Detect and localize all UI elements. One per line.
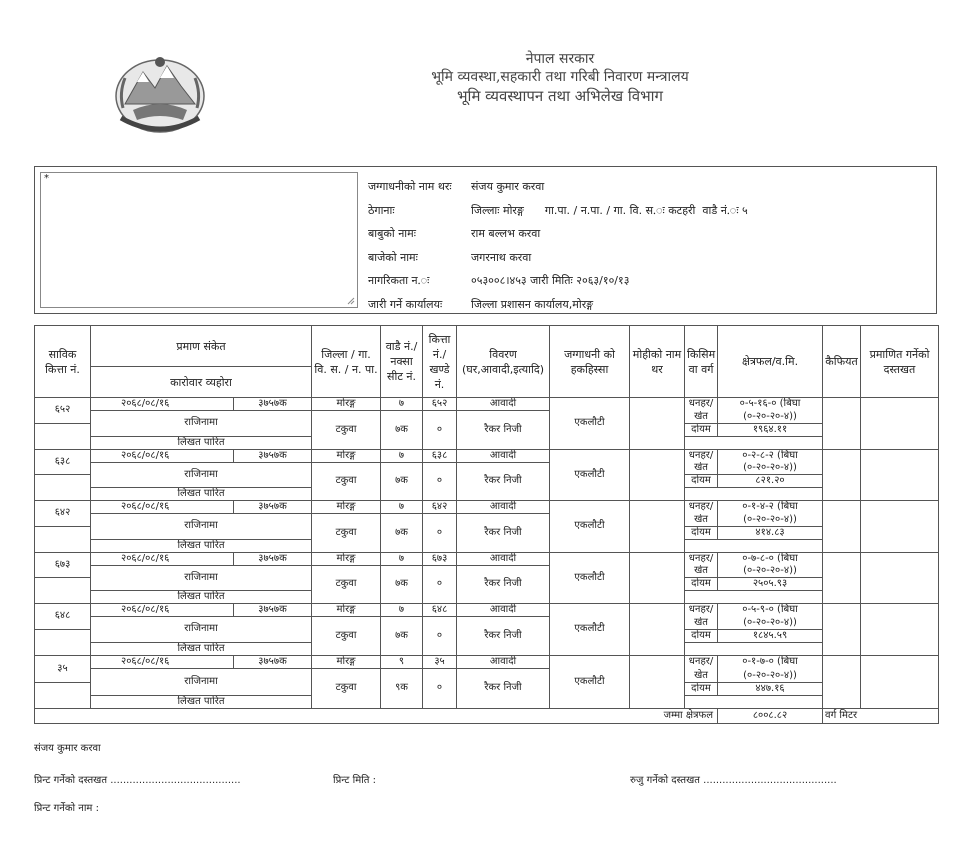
area3-cell: ४१४.८३ [718, 526, 823, 539]
total-value: ८००८.८२ [718, 708, 823, 723]
spacer-cell [35, 695, 91, 708]
hakahissa-cell: एकलौटी [550, 398, 630, 450]
code-cell: ३७५७क [234, 449, 312, 462]
spacer-cell [35, 539, 91, 552]
kaifiyat-cell [823, 398, 861, 450]
print-name: प्रिन्ट गर्नेको नाम : [34, 803, 99, 814]
hakahissa-cell: एकलौटी [550, 449, 630, 501]
transaction-type-cell: राजिनामा [91, 411, 312, 437]
area2-cell: (०-२०-२०-४)) [718, 565, 823, 578]
print-signature: प्रिन्ट गर्नेको दस्तखत ......................................... [34, 775, 241, 786]
area1-cell: ०-२-८-२ (बिघा [718, 449, 823, 462]
kisim3-cell: दोयम [685, 578, 718, 591]
kisim3-cell: दोयम [685, 423, 718, 436]
area1-cell: ०-५-९-० (बिघा [718, 604, 823, 617]
dastakhat-cell [861, 398, 939, 450]
nepal-emblem [105, 48, 215, 140]
bibaran1-cell: आवादी [457, 449, 550, 462]
area1-cell: ०-५-१६-० (बिघा [718, 398, 823, 411]
date-cell: २०६८/०८/१६ [91, 604, 234, 617]
land-row [35, 552, 939, 565]
father-row [368, 222, 748, 246]
spacer-cell [685, 591, 823, 604]
col-praman-sanket: प्रमाण संकेत [91, 326, 312, 367]
owner-details [368, 175, 748, 316]
kisim2-cell: खेत [685, 411, 718, 424]
kitta-cell: ६५२ [35, 398, 91, 424]
area1-cell: ०-१-४-२ (बिघा [718, 501, 823, 514]
kitta-cell: ६४८ [35, 604, 91, 630]
area3-cell: २५०५.९३ [718, 578, 823, 591]
area2-cell: (०-२०-२०-४)) [718, 514, 823, 527]
kisim3-cell: दोयम [685, 629, 718, 642]
spacer-cell [685, 488, 823, 501]
ward-cell: ७ [381, 449, 423, 462]
khand-cell: ० [423, 462, 457, 501]
hakahissa-cell: एकलौटी [550, 501, 630, 553]
ward-cell: ९ [381, 655, 423, 668]
gabisa-cell: टकुवा [312, 411, 381, 450]
kitta-cell: ६७३ [35, 552, 91, 578]
jilla-cell: मोरङ्ग [312, 604, 381, 617]
owner-name-label: जग्गाधनीको नाम थरः [368, 180, 452, 193]
grandfather-value: जगरनाथ करवा [471, 250, 532, 264]
issuing-office-label: जारी गर्ने कार्यालयः [368, 297, 443, 311]
spacer-cell [685, 436, 823, 449]
bibaran1-cell: आवादी [457, 398, 550, 411]
khand-cell: ० [423, 668, 457, 708]
mohi-cell [630, 552, 685, 604]
resize-grip-icon[interactable] [346, 296, 355, 305]
kaifiyat-cell [823, 604, 861, 656]
sheet-cell: ७क [381, 514, 423, 553]
kitta-cell: ६३८ [35, 449, 91, 475]
father-value: राम बल्लभ करवा [471, 227, 541, 240]
print-date: प्रिन्ट मिति : [333, 775, 377, 786]
status-cell: लिखत पारित [91, 591, 312, 604]
spacer-cell [35, 475, 91, 488]
area1-cell: ०-७-८-० (बिघा [718, 552, 823, 565]
status-cell: लिखत पारित [91, 695, 312, 708]
spacer-cell [35, 642, 91, 655]
status-cell: लिखत पारित [91, 436, 312, 449]
bibaran2-cell: रैकर निजी [457, 565, 550, 604]
area3-cell: १८४५.५९ [718, 629, 823, 642]
grandfather-row [368, 246, 748, 270]
address-value: जिल्लाः मोरङ्ग गा.पा. / न.पा. / गा. वि. स.ः कटहरी वाडै नं.ः ५ [471, 203, 748, 217]
kisim2-cell: खेत [685, 617, 718, 630]
document-header [320, 50, 800, 106]
mohi-cell [630, 398, 685, 450]
gabisa-cell: टकुवा [312, 668, 381, 708]
land-row [35, 501, 939, 514]
dastakhat-cell [861, 604, 939, 656]
kisim2-cell: खेत [685, 565, 718, 578]
kaifiyat-cell [823, 449, 861, 501]
bibaran1-cell: आवादी [457, 501, 550, 514]
kisim2-cell: खेत [685, 514, 718, 527]
area3-cell: ८२१.२० [718, 475, 823, 488]
gabisa-cell: टकुवा [312, 565, 381, 604]
transaction-type-cell: राजिनामा [91, 668, 312, 695]
land-row [35, 449, 939, 462]
owner-name-row [368, 175, 748, 199]
owner-info-box [34, 166, 937, 314]
code-cell: ३७५७क [234, 398, 312, 411]
status-cell: लिखत पारित [91, 642, 312, 655]
ward-cell: ७ [381, 398, 423, 411]
bibaran1-cell: आवादी [457, 655, 550, 668]
citizenship-row [368, 269, 748, 293]
code-cell: ३७५७क [234, 552, 312, 565]
date-cell: २०६८/०८/१६ [91, 501, 234, 514]
kisim3-cell: दोयम [685, 475, 718, 488]
dastakhat-cell [861, 552, 939, 604]
kisim1-cell: धनहर/ [685, 449, 718, 462]
spacer-cell [35, 629, 91, 642]
bibaran2-cell: रैकर निजी [457, 462, 550, 501]
photo-mark: * [44, 173, 49, 184]
total-label: जम्मा क्षेत्रफल [35, 708, 718, 723]
col-kisim: किसिम वा वर्ग [685, 326, 718, 398]
kitta-no-cell: ६५२ [423, 398, 457, 411]
spacer-cell [685, 695, 823, 708]
gabisa-cell: टकुवा [312, 617, 381, 656]
kaifiyat-cell [823, 552, 861, 604]
jilla-cell: मोरङ्ग [312, 552, 381, 565]
ward-cell: ७ [381, 501, 423, 514]
kisim2-cell: खेत [685, 462, 718, 475]
kaifiyat-cell [823, 501, 861, 553]
sheet-cell: ७क [381, 617, 423, 656]
area1-cell: ०-१-७-० (बिघा [718, 655, 823, 668]
spacer-cell [35, 591, 91, 604]
government-title: नेपाल सरकार [525, 51, 595, 67]
area2-cell: (०-२०-२०-४)) [718, 668, 823, 682]
col-mohi: मोहीको नाम थर [630, 326, 685, 398]
land-records-table [34, 325, 939, 724]
land-rows [35, 398, 939, 709]
transaction-type-cell: राजिनामा [91, 565, 312, 591]
department-title: भूमि व्यवस्थापन तथा अभिलेख विभाग [457, 87, 663, 105]
kisim1-cell: धनहर/ [685, 655, 718, 668]
kitta-no-cell: ६४२ [423, 501, 457, 514]
spacer-cell [35, 488, 91, 501]
bibaran2-cell: रैकर निजी [457, 668, 550, 708]
status-cell: लिखत पारित [91, 488, 312, 501]
area3-cell: १९६४.११ [718, 423, 823, 436]
bibaran1-cell: आवादी [457, 552, 550, 565]
dastakhat-cell [861, 449, 939, 501]
kitta-no-cell: ६३८ [423, 449, 457, 462]
kitta-no-cell: ६७३ [423, 552, 457, 565]
bibaran1-cell: आवादी [457, 604, 550, 617]
area2-cell: (०-२०-२०-४)) [718, 462, 823, 475]
sheet-cell: ७क [381, 565, 423, 604]
verify-signature: रुजु गर्नेको दस्तखत .......................................... [630, 775, 837, 786]
area2-cell: (०-२०-२०-४)) [718, 617, 823, 630]
spacer-cell [35, 423, 91, 436]
ward-cell: ७ [381, 552, 423, 565]
kitta-no-cell: ६४८ [423, 604, 457, 617]
citizenship-label: नागरिकता न.ः [368, 274, 430, 287]
bibaran2-cell: रैकर निजी [457, 617, 550, 656]
kisim3-cell: दोयम [685, 526, 718, 539]
kitta-no-cell: ३५ [423, 655, 457, 668]
kisim1-cell: धनहर/ [685, 552, 718, 565]
gabisa-cell: टकुवा [312, 514, 381, 553]
issuing-office-row [368, 293, 748, 317]
issuing-office-value: जिल्ला प्रशासन कार्यालय,मोरङ्ग [471, 297, 594, 311]
jilla-cell: मोरङ्ग [312, 398, 381, 411]
col-ward: वाडै नं./ नक्सा सीट नं. [381, 326, 423, 398]
footer-owner-name: संजय कुमार करवा [34, 743, 101, 754]
sheet-cell: ९क [381, 668, 423, 708]
col-jilla: जिल्ला / गा. वि. स. / न. पा. [312, 326, 381, 398]
dastakhat-cell [861, 655, 939, 708]
gabisa-cell: टकुवा [312, 462, 381, 501]
sheet-cell: ७क [381, 411, 423, 450]
transaction-type-cell: राजिनामा [91, 462, 312, 488]
spacer-cell [35, 436, 91, 449]
code-cell: ३७५७क [234, 655, 312, 668]
khand-cell: ० [423, 617, 457, 656]
ward-cell: ७ [381, 604, 423, 617]
total-row [35, 708, 939, 723]
spacer-cell [35, 682, 91, 695]
sheet-cell: ७क [381, 462, 423, 501]
owner-name-value: संजय कुमार करवा [471, 180, 545, 193]
area2-cell: (०-२०-२०-४)) [718, 411, 823, 424]
kaifiyat-cell [823, 655, 861, 708]
spacer-cell [35, 526, 91, 539]
owner-photo-area[interactable] [40, 172, 358, 308]
kisim1-cell: धनहर/ [685, 501, 718, 514]
transaction-type-cell: राजिनामा [91, 514, 312, 540]
kisim3-cell: दोयम [685, 682, 718, 695]
kisim1-cell: धनहर/ [685, 398, 718, 411]
area3-cell: ४४७.१६ [718, 682, 823, 695]
mohi-cell [630, 501, 685, 553]
spacer-cell [35, 578, 91, 591]
jilla-cell: मोरङ्ग [312, 655, 381, 668]
col-kaifiyat: कैफियत [823, 326, 861, 398]
date-cell: २०६८/०८/१६ [91, 398, 234, 411]
mohi-cell [630, 604, 685, 656]
jilla-cell: मोरङ्ग [312, 501, 381, 514]
col-bibaran: विवरण (घर,आवादी,इत्यादि) [457, 326, 550, 398]
grandfather-label: बाजेको नामः [368, 250, 418, 264]
col-kitta-khand: कित्ता नं./ खण्डे नं. [423, 326, 457, 398]
transaction-type-cell: राजिनामा [91, 617, 312, 643]
total-unit: वर्ग मिटर [823, 708, 939, 723]
khand-cell: ० [423, 411, 457, 450]
date-cell: २०६८/०८/१६ [91, 655, 234, 668]
col-hakahissa: जग्गाधनी को हकहिस्सा [550, 326, 630, 398]
address-label: ठेगानाः [368, 203, 395, 217]
land-row [35, 604, 939, 617]
spacer-cell [685, 539, 823, 552]
jilla-cell: मोरङ्ग [312, 449, 381, 462]
kisim1-cell: धनहर/ [685, 604, 718, 617]
date-cell: २०६८/०८/१६ [91, 449, 234, 462]
mohi-cell [630, 655, 685, 708]
khand-cell: ० [423, 514, 457, 553]
khand-cell: ० [423, 565, 457, 604]
col-kshetrafal: क्षेत्रफल/व.मि. [718, 326, 823, 398]
code-cell: ३७५७क [234, 604, 312, 617]
land-row [35, 655, 939, 668]
citizenship-value: ०५३००८।४५३ जारी मितिः २०६३/१०/१३ [471, 274, 630, 287]
address-row [368, 199, 748, 223]
hakahissa-cell: एकलौटी [550, 655, 630, 708]
hakahissa-cell: एकलौटी [550, 552, 630, 604]
col-karobar: कारोवार व्यहोरा [91, 367, 312, 398]
land-row [35, 398, 939, 411]
date-cell: २०६८/०८/१६ [91, 552, 234, 565]
father-label: बाबुको नामः [368, 227, 416, 240]
spacer-cell [685, 642, 823, 655]
col-kitta: साविक कित्ता नं. [35, 326, 91, 398]
dastakhat-cell [861, 501, 939, 553]
kitta-cell: ३५ [35, 655, 91, 682]
hakahissa-cell: एकलौटी [550, 604, 630, 656]
mohi-cell [630, 449, 685, 501]
status-cell: लिखत पारित [91, 539, 312, 552]
kisim2-cell: खेत [685, 668, 718, 682]
col-dastakhat: प्रमाणित गर्नेको दस्तखत [861, 326, 939, 398]
bibaran2-cell: रैकर निजी [457, 411, 550, 450]
bibaran2-cell: रैकर निजी [457, 514, 550, 553]
kitta-cell: ६४२ [35, 501, 91, 527]
ministry-title: भूमि व्यवस्था,सहकारी तथा गरिबी निवारण मन्त्रालय [431, 69, 689, 85]
code-cell: ३७५७क [234, 501, 312, 514]
